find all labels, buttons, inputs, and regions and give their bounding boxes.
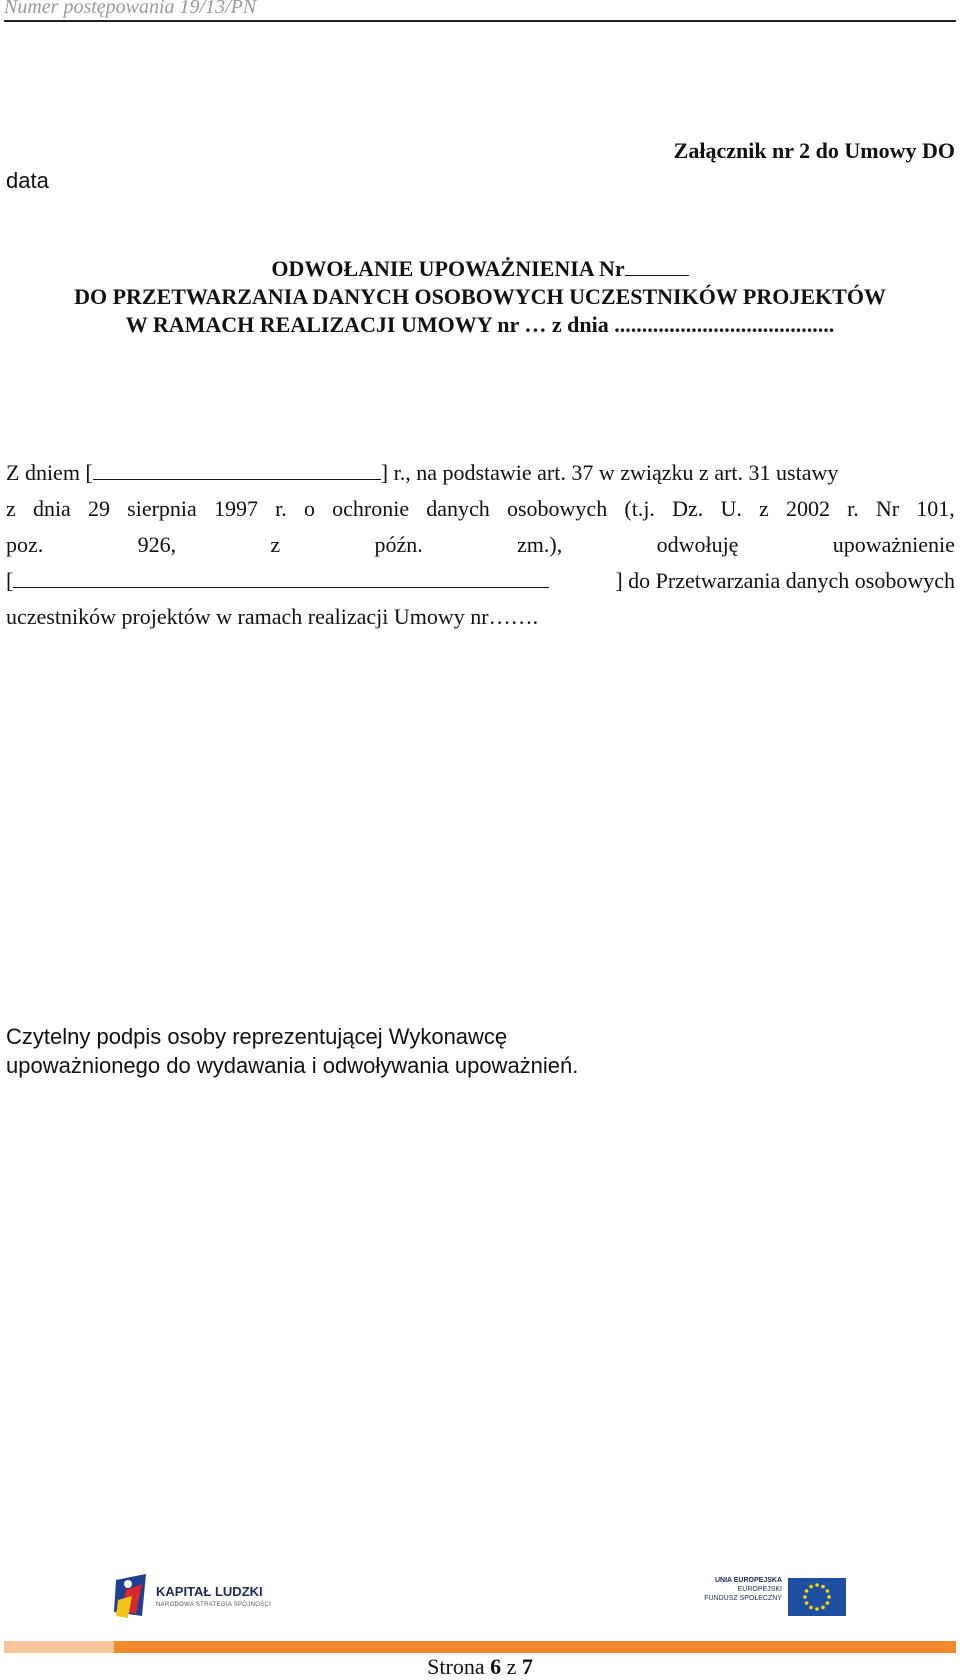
title-line-2: DO PRZETWARZANIA DANYCH OSOBOWYCH UCZESTNIKÓW PROJEKTÓW [74,284,886,309]
page-prefix: Strona [427,1654,485,1679]
body-line-2-word: U. [720,496,742,521]
eu-star-icon [821,1606,825,1610]
annex-label: Załącznik nr 2 do Umowy DO [673,138,955,163]
date-blank [93,461,381,480]
kapital-ludzki-emblem-icon [112,1570,152,1622]
body-line-2-word: 1997 [214,496,258,521]
body-line-4-start [6,563,549,599]
eu-line-3: FUNDUSZ SPOŁECZNY [704,1595,782,1602]
body-line-2-word: z [6,496,16,521]
eu-star-icon [826,1601,830,1605]
footer-bar-light-segment [4,1641,114,1653]
number-blank [625,255,689,276]
body-line-4 [6,563,955,599]
body-line-2-word: ochronie [332,496,410,521]
body-line-2-word: r. [275,496,287,521]
eu-star-icon [805,1601,809,1605]
body-line-2-word: osobowych [506,496,608,521]
document-reference: Numer postępowania 19/13/PN [4,0,257,18]
header-divider [4,20,956,22]
eu-line-1: UNIA EUROPEJSKA [714,1577,782,1584]
page-total: 7 [521,1654,533,1679]
page-separator: z [506,1654,517,1679]
kapital-ludzki-subtitle: NARODOWA STRATEGIA SPÓJNOŚCI [156,1602,272,1608]
body-line-3-word: późn. [374,532,423,557]
body-line-2-word: r. [847,496,859,521]
body-line-2-word: danych [426,496,490,521]
page-number [0,1654,960,1680]
eu-efs-logo [690,1574,846,1616]
eu-star-icon [827,1595,831,1599]
body-line-3-word: zm.), [517,532,563,557]
body-line-2-word: (t.j. [624,496,655,521]
body-line-1-end: ] r., na podstawie art. 37 w związku z art. 31 ustawy [380,460,839,485]
body-line-2-word: Nr [875,496,900,521]
body-line-2-word: sierpnia [127,496,197,521]
bracket-open: [ [6,568,14,593]
eu-star-icon [809,1606,813,1610]
body-line-3-word: odwołuję [656,532,739,557]
body-line-2-word: z [759,496,769,521]
eu-star-icon [815,1607,819,1611]
body-line-2-word: 29 [88,496,110,521]
body-line-3-word: poz. [6,532,44,557]
body-paragraph [6,455,955,635]
body-line-1-start: Z dniem [ [6,460,93,485]
kapital-ludzki-title: KAPITAŁ LUDZKI [156,1584,263,1599]
document-title [0,255,960,339]
kapital-ludzki-logo [112,1570,272,1622]
body-line-3-word: 926, [137,532,177,557]
body-line-1 [6,455,955,491]
body-line-2 [6,491,955,527]
body-line-4-end: ] do Przetwarzania danych osobowych [615,568,955,593]
title-line-1 [0,255,960,283]
footer-color-bar [4,1641,956,1653]
eu-stars-icon [788,1578,846,1616]
date-label: data [6,168,49,193]
eu-line-2: EUROPEJSKI [737,1586,782,1593]
body-line-2-word: o [303,496,315,521]
body-line-3 [6,527,955,563]
body-line-2-word: 2002 [785,496,830,521]
body-line-2-word: Dz. [672,496,704,521]
eu-star-icon [821,1585,825,1589]
signature-line-1: Czytelny podpis osoby reprezentującej Wykonawcę [6,1024,508,1049]
body-line-5: uczestników projektów w ramach realizacji Umowy nr……. [6,604,539,629]
eu-star-icon [826,1589,830,1593]
eu-star-icon [805,1589,809,1593]
eu-star-icon [815,1583,819,1587]
body-line-2-word: 101, [916,496,955,521]
eu-star-icon [809,1585,813,1589]
body-line-3-word: z [270,532,281,557]
eu-flag-icon [788,1578,846,1616]
footer-bar-dark-segment [114,1641,956,1653]
person-blank [13,569,549,588]
eu-star-icon [803,1595,807,1599]
signature-line-2: upoważnionego do wydawania i odwoływania upoważnień. [6,1053,579,1078]
title-line-3: W RAMACH REALIZACJI UMOWY nr … z dnia ........................................ [125,312,835,337]
eu-logo-text [682,1576,782,1603]
body-line-2-word: dnia [32,496,71,521]
body-line-3-word: upoważnienie [832,532,955,557]
title-line-1-text: ODWOŁANIE UPOWAŻNIENIA Nr [271,256,625,281]
signature-caption [6,1022,578,1080]
page-current: 6 [490,1654,502,1679]
